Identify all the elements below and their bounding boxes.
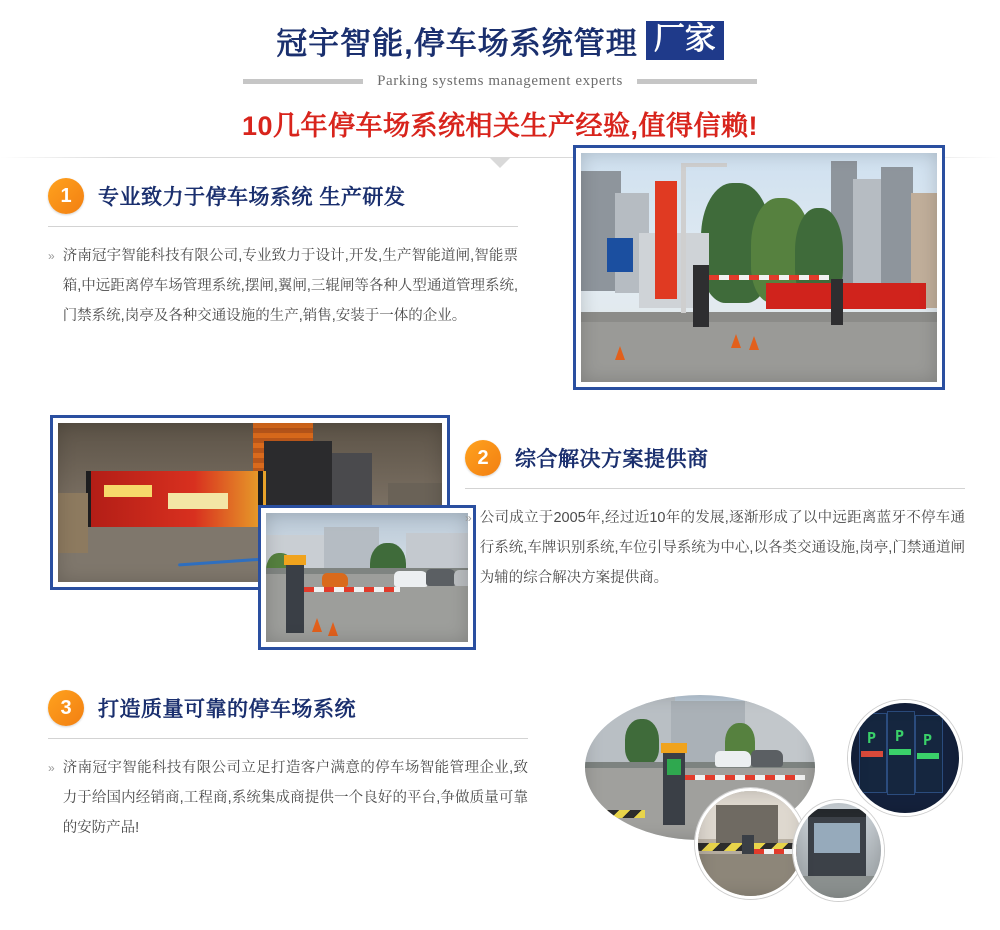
header-slogan: 10几年停车场系统相关生产经验,值得信赖! (241, 111, 759, 141)
section-1-heading (48, 178, 518, 214)
section-1-paragraph: 济南冠宇智能科技有限公司,专业致力于设计,开发,生产智能道闸,智能票箱,中远距离停车场管理系统,摆闸,翼闸,三辊闸等各种人型通道管理系统,门禁系统,岗亭及各种交通设施的生产,销售,安装于一体的企业。 (62, 248, 518, 324)
section-1-paragraph-item (48, 241, 518, 331)
bullet-arrow-icon: » (48, 249, 55, 263)
section-2-number: 2 (465, 440, 501, 476)
photo-guard-booth-oval (793, 800, 884, 901)
section-3 (0, 680, 1000, 920)
photo-underground-garage-oval (695, 788, 806, 899)
section-3-title: 打造质量可靠的停车场系统 (98, 698, 356, 721)
section-3-underline (48, 738, 528, 739)
bullet-arrow-icon: » (48, 761, 55, 775)
header-subtitle-row (0, 73, 1000, 90)
page-header (0, 0, 1000, 158)
section-1-photo-frame (573, 145, 945, 390)
photo-parking-entrance (581, 153, 937, 382)
section-3-text (48, 690, 528, 843)
section-1 (0, 170, 1000, 420)
section-3-body (48, 753, 528, 843)
page-bottom-fade (0, 914, 1000, 930)
section-1-title: 专业致力于停车场系统 生产研发 (98, 186, 406, 209)
section-2-heading (465, 440, 965, 476)
photo-parking-lot-lpr (266, 513, 468, 642)
section-2-paragraph-item (465, 503, 965, 593)
section-3-paragraph: 济南冠宇智能科技有限公司立足打造客户满意的停车场智能管理企业,致力于给国内经销商,工程商,系统集成商提供一个良好的平台,争做质量可靠的安防产品! (62, 760, 528, 836)
page-title: 冠宇智能,停车场系统管理 (276, 26, 638, 61)
section-3-paragraph-item (48, 753, 528, 843)
section-2-photo-frame-b (258, 505, 476, 650)
header-title-row (0, 18, 1000, 63)
photo-led-guidance-oval: P P P (848, 700, 962, 816)
section-3-number: 3 (48, 690, 84, 726)
section-2-body (465, 503, 965, 593)
section-1-underline (48, 226, 518, 227)
section-1-text (48, 178, 518, 331)
section-2-underline (465, 488, 965, 489)
section-1-body (48, 241, 518, 331)
section-2-title: 综合解决方案提供商 (515, 448, 709, 471)
section-3-heading (48, 690, 528, 726)
section-1-number: 1 (48, 178, 84, 214)
divider-left (243, 79, 363, 84)
title-badge: 厂家 (646, 21, 724, 59)
header-notch-icon (489, 157, 511, 168)
subtitle-english: Parking systems management experts (377, 73, 623, 89)
divider-right (637, 79, 757, 84)
section-2 (0, 420, 1000, 660)
section-2-text (465, 440, 965, 593)
bullet-arrow-icon: » (465, 511, 472, 525)
section-2-paragraph: 公司成立于2005年,经过近10年的发展,逐渐形成了以中远距离蓝牙不停车通行系统,车牌识别系统,车位引导系统为中心,以各类交通设施,岗亭,门禁通道闸为辅的综合解决方案提供商。 (479, 510, 965, 586)
